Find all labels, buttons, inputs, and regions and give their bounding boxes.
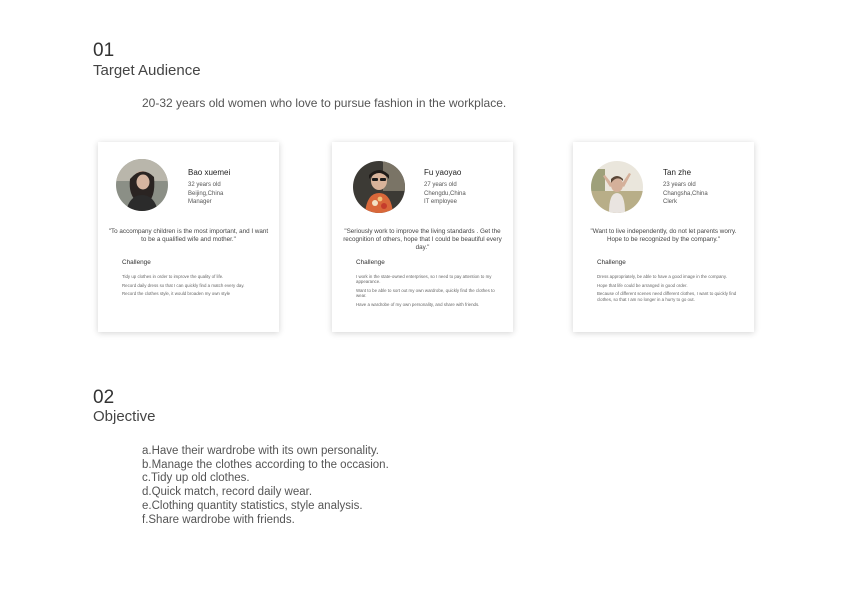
challenge-label: Challenge <box>356 259 385 266</box>
challenge-item: Dress appropriately, be able to have a good image in the company. <box>597 274 727 279</box>
avatar-photo-icon <box>591 161 643 213</box>
avatar-photo-icon <box>116 159 168 211</box>
persona-quote: "To accompany children is the most important, and I want to be a qualified wife and mother." <box>108 228 269 243</box>
objective-item: a.Have their wardrobe with its own personality. <box>142 445 379 457</box>
challenge-item: Have a wardrobe of my own personality, and share with friends. <box>356 302 480 307</box>
challenge-label: Challenge <box>122 259 151 266</box>
persona-name: Tan zhe <box>663 168 692 177</box>
persona-card <box>332 142 513 332</box>
persona-job: IT employee <box>424 199 457 205</box>
persona-job: Clerk <box>663 199 678 205</box>
challenge-item: Tidy up clothes in order to improve the quality of life. <box>122 274 224 279</box>
persona-job: Manager <box>188 199 212 205</box>
persona-card <box>573 142 754 332</box>
persona-age: 23 years old <box>663 182 696 188</box>
persona-age: 32 years old <box>188 182 221 188</box>
persona-name: Fu yaoyao <box>424 168 462 177</box>
persona-info <box>663 181 708 207</box>
challenge-item: I work in the state-owned enterprises, so I need to pay attention to my appearance. <box>356 274 492 285</box>
persona-card <box>98 142 279 332</box>
challenge-item: Record the clothes style, it would broaden my own style <box>122 291 231 297</box>
objective-item: d.Quick match, record daily wear. <box>142 486 313 499</box>
persona-avatar <box>591 161 643 213</box>
persona-age: 27 years old <box>424 182 457 188</box>
persona-name: Bao xuemei <box>188 168 231 177</box>
objective-item: c.Tidy up old clothes. <box>142 472 250 485</box>
objective-item: e.Clothing quantity statistics, style analysis. <box>142 499 363 512</box>
objective-list <box>142 445 389 527</box>
persona-location: Beijing,China <box>188 190 224 197</box>
persona-location: Chengdu,China <box>424 190 466 197</box>
section-number-01: 01 <box>93 40 115 61</box>
persona-avatar <box>353 161 405 213</box>
challenge-item: Want to be able to sort out my own wardrobe, quickly find the clothes to wear. <box>356 288 495 299</box>
section-title-target-audience: Target Audience <box>93 62 201 79</box>
challenge-item: Record daily dress so that I can quickly find a match every day. <box>122 282 245 288</box>
objective-item: b.Manage the clothes according to the occasion. <box>142 458 389 471</box>
section-number-02: 02 <box>93 387 115 408</box>
audience-summary: 20-32 years old women who love to pursue fashion in the workplace. <box>142 96 507 110</box>
challenge-item: Because of different scenes need different clothes, I want to quickly find clothes, so that I am no longer in a hurry to go out. <box>597 291 737 302</box>
persona-quote: "Seriously work to improve the living standards . Get the recognition of others, hope that I could be beautiful every day." <box>343 228 502 251</box>
persona-info <box>188 181 223 207</box>
avatar-photo-icon <box>353 161 405 213</box>
challenge-item: Hope that life could be arranged in good order. <box>597 282 688 288</box>
challenge-list <box>597 274 738 305</box>
persona-location: Changsha,China <box>663 190 708 197</box>
section-title-objective: Objective <box>93 408 156 425</box>
challenge-list <box>122 274 263 300</box>
objective-item: f.Share wardrobe with friends. <box>142 513 295 526</box>
persona-avatar <box>116 159 168 211</box>
persona-info <box>424 181 466 207</box>
challenge-label: Challenge <box>597 259 626 266</box>
challenge-list <box>356 274 497 311</box>
persona-quote: "Want to live independently, do not let parents worry. Hope to be recognized by the company." <box>590 228 737 243</box>
